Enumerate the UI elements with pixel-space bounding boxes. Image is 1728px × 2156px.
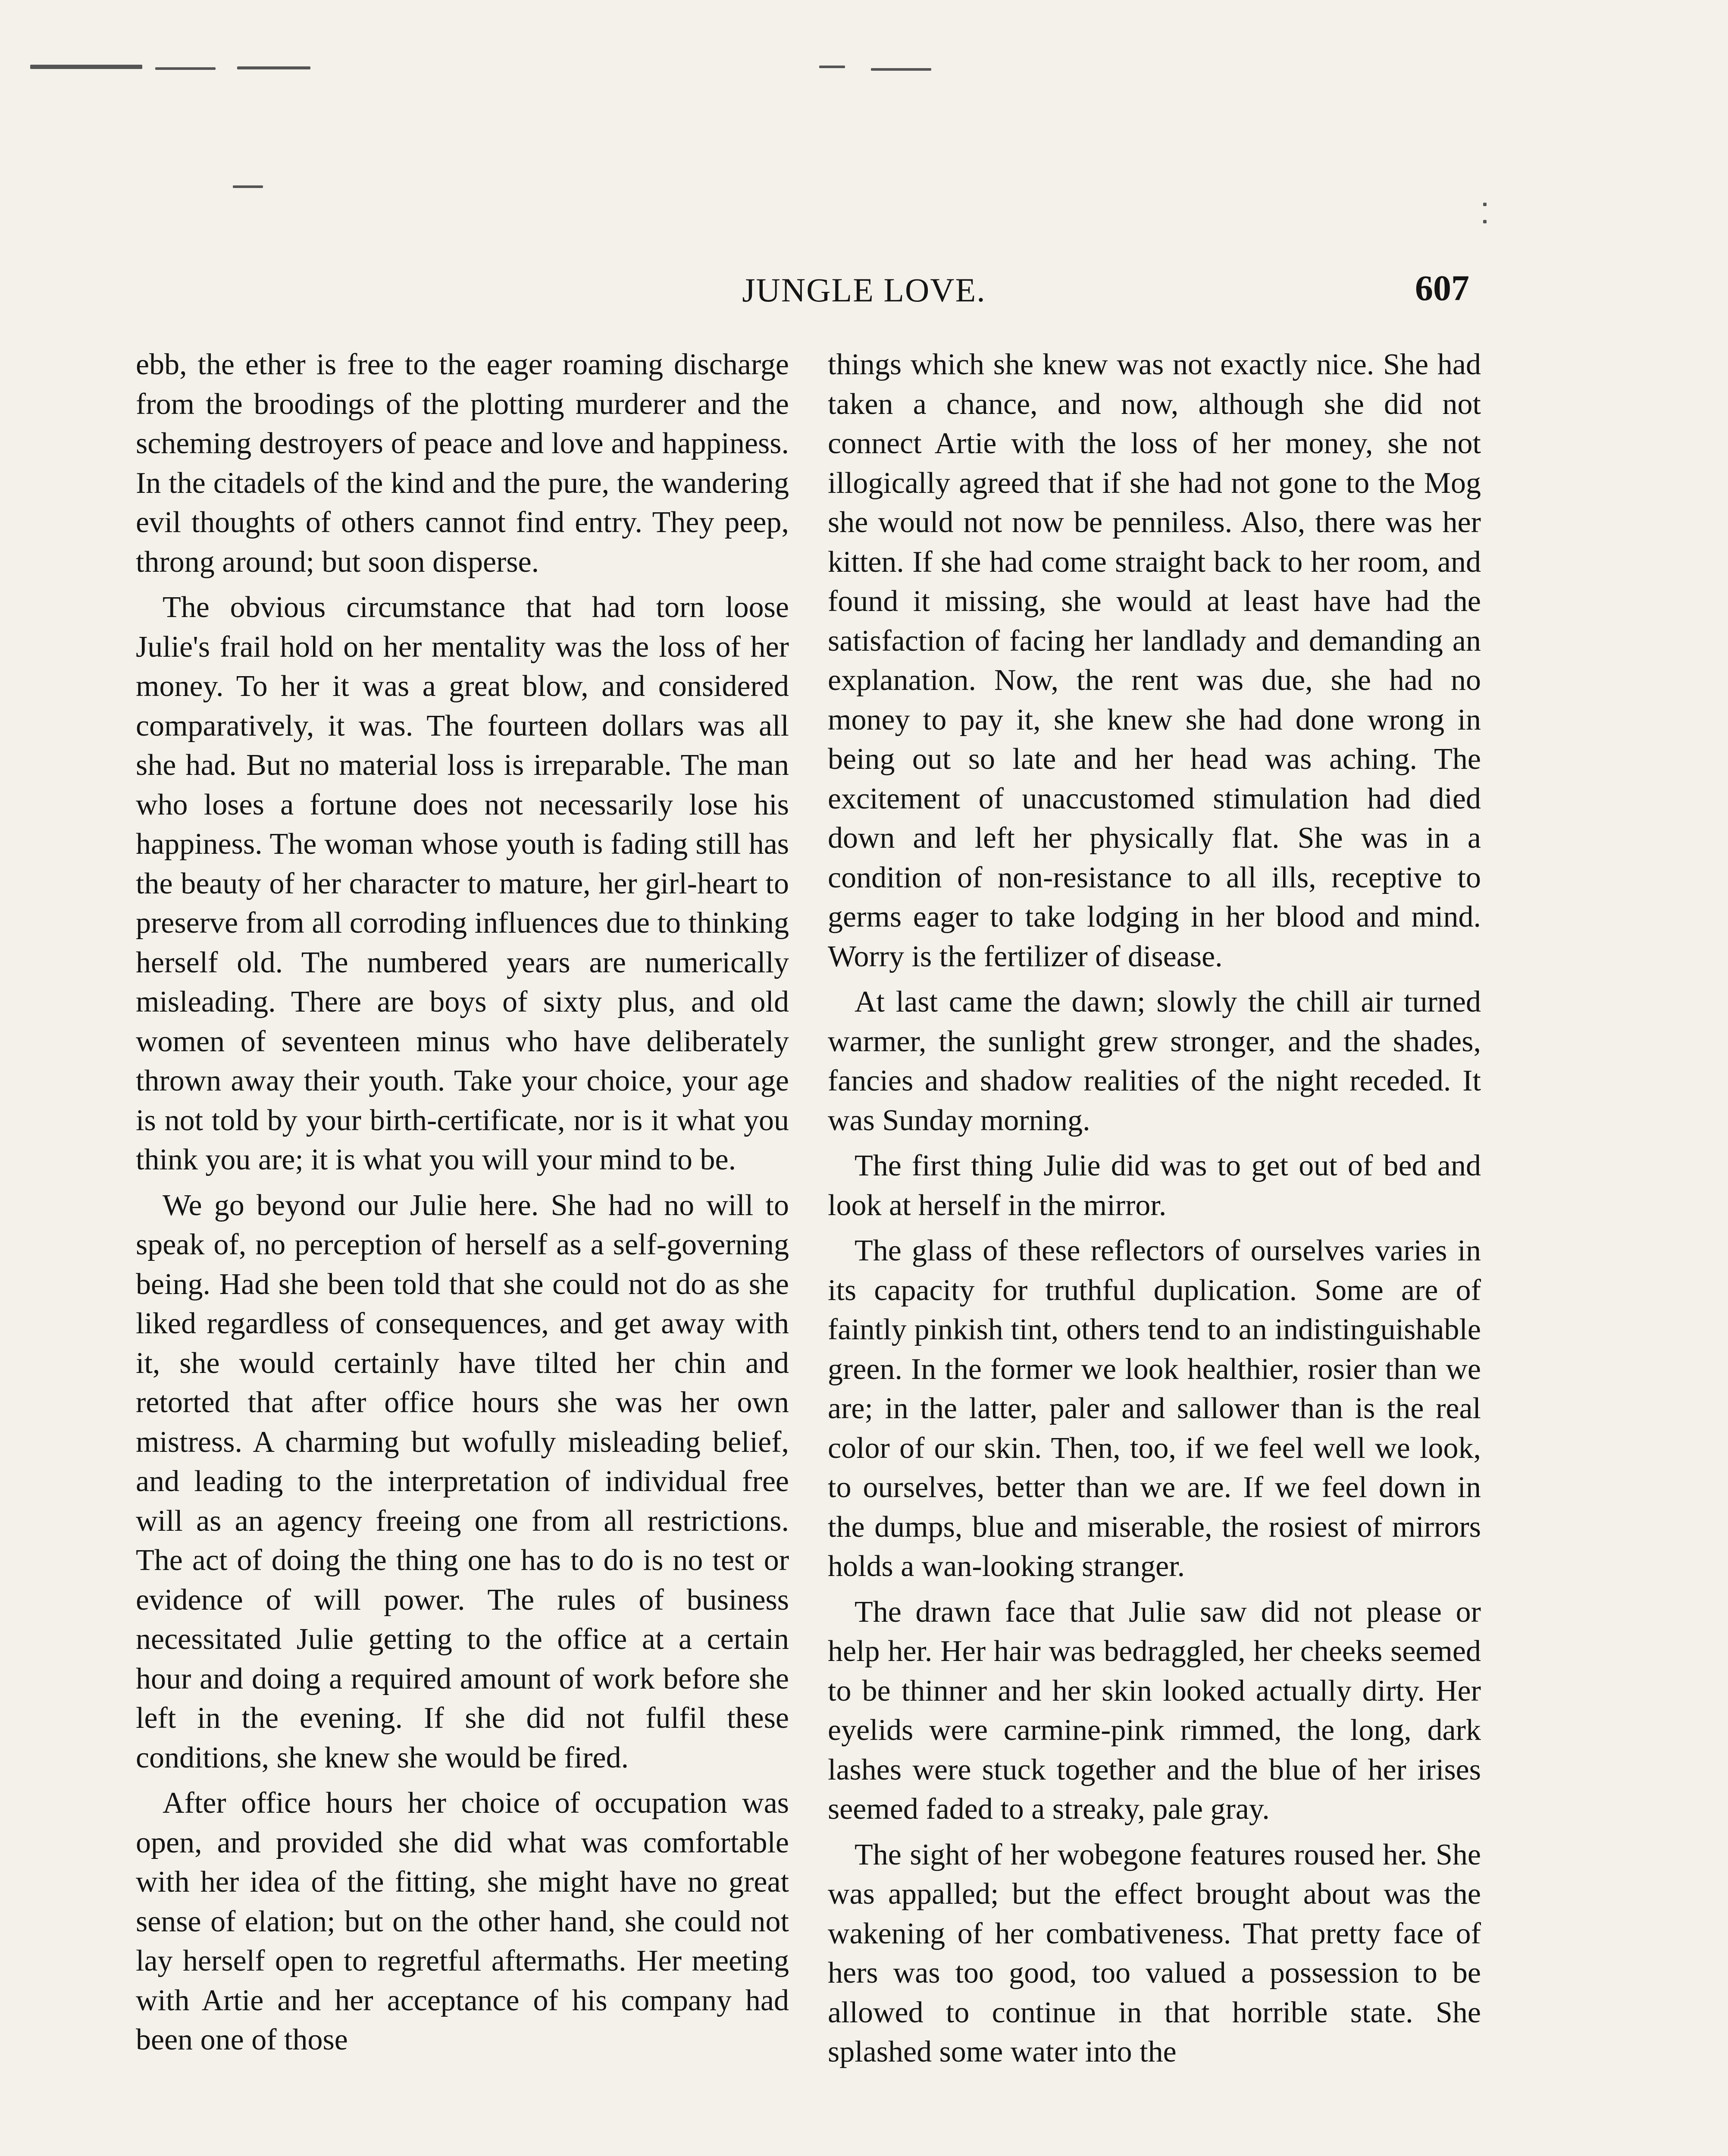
paragraph: The obvious circumstance that had torn loose Julie's frail hold on her mentality was the loss of her money. To her it was a great blow, and considered comparatively, it was. The fourteen dollars was all she had. But no material loss is irreparable. The man who loses a fortune does not necessarily lose his happiness. The woman whose youth is fading still has the beauty of her character to mature, her girl-heart to preserve from all corroding influences due to thinking herself old. The numbered years are numerically misleading. There are boys of sixty plus, and old women of seventeen minus who have deliberately thrown away their youth. Take your choice, your age is not told by your birth-certificate, nor is it what you think you are; it is what you will your mind to be. (136, 591, 789, 1176)
running-title: JUNGLE LOVE. (742, 271, 986, 309)
paragraph: After office hours her choice of occupation was open, and provided she did what was comfortable with her idea of the fitting, she might have no great sense of elation; but on the other hand, she could not lay herself open to regretful aftermaths. Her meeting with Artie and her acceptance of his company had been one of those (136, 1786, 789, 2056)
scan-speck (155, 67, 216, 70)
scan-speck (871, 68, 931, 71)
paragraph: The glass of these reflectors of ourselves varies in its capacity for truthful duplication. Some are of faintly pinkish tint, others tend to an indistinguishable green. In the former we look healthier, rosier than we are; in the latter, paler and sallower than is the real color of our skin. Then, too, if we feel well we look, to ourselves, better than we are. If we feel down in the dumps, blue and miserable, the rosiest of mirrors holds a wan-looking stranger. (828, 1234, 1481, 1583)
paragraph: The first thing Julie did was to get out of bed and look at herself in the mirror. (828, 1149, 1481, 1222)
page-number: 607 (1415, 268, 1469, 308)
paragraph: ebb, the ether is free to the eager roaming discharge from the broodings of the plotting murderer and the scheming destroyers of peace and love and happiness. In the citadels of the kind and the pure, the wandering evil thoughts of others cannot find entry. They peep, throng around; but soon disperse. (136, 348, 789, 579)
right-column (828, 345, 1481, 2078)
scan-speck (819, 66, 845, 68)
scan-speck (1483, 203, 1487, 206)
paragraph: The sight of her wobegone features roused her. She was appalled; but the effect brought about was the wakening of her combativeness. That pretty face of hers was too good, too valued a possession to be allowed to continue in that horrible state. She splashed some water into the (828, 1838, 1481, 2068)
scan-speck (233, 185, 263, 188)
scan-speck (237, 66, 310, 69)
paragraph: things which she knew was not exactly nice. She had taken a chance, and now, although she did not connect Artie with the loss of her money, she not illogically agreed that if she had not gone to the Mog she would not now be penniless. Also, there was her kitten. If she had come straight back to her room, and found it missing, she would at least have had the satisfaction of facing her landlady and demanding an explanation. Now, the rent was due, she had no money to pay it, she knew she had done wrong in being out so late and her head was aching. The excitement of unaccustomed stimulation had died down and left her physically flat. She was in a condition of non-resistance to all ills, receptive to germs eager to take lodging in her blood and mind. Worry is the fertilizer of disease. (828, 348, 1481, 973)
paragraph: The drawn face that Julie saw did not please or help her. Her hair was bedraggled, her cheeks seemed to be thinner and her skin looked actually dirty. Her eyelids were carmine-pink rimmed, the long, dark lashes were stuck together and the blue of her irises seemed faded to a streaky, pale gray. (828, 1595, 1481, 1826)
paragraph: At last came the dawn; slowly the chill air turned warmer, the sunlight grew stronger, and the shades, fancies and shadow realities of the night receded. It was Sunday morning. (828, 985, 1481, 1137)
paragraph: We go beyond our Julie here. She had no will to speak of, no perception of herself as a self-governing being. Had she been told that she could not do as she liked regardless of consequences, and get away with it, she would certainly have tilted her chin and retorted that after office hours she was her own mistress. A charming but wofully misleading belief, and leading to the interpretation of individual free will as an agency freeing one from all restrictions. The act of doing the thing one has to do is no test or evidence of will power. The rules of business necessitated Julie getting to the office at a certain hour and doing a required amount of work before she left in the evening. If she did not fulfil these conditions, she knew she would be fired. (136, 1188, 789, 1774)
scan-speck (30, 65, 142, 69)
left-column (136, 345, 789, 2066)
scan-speck (1483, 220, 1487, 223)
